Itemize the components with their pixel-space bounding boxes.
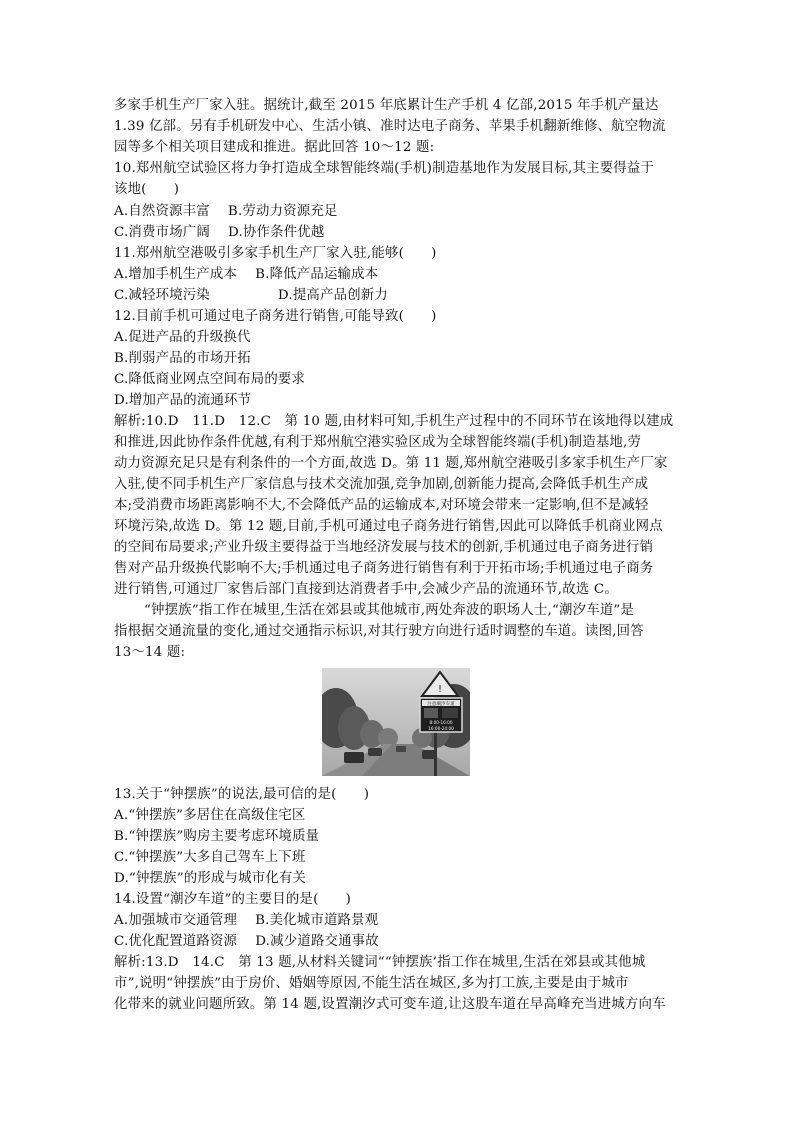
analysis-line: 本;受消费市场距离影响不大,不会降低产品的运输成本,对环境会带来一定影响,但不是减轻 [114,498,649,513]
question-14: 14.设置“潮汐车道”的主要目的是( ) [114,892,352,907]
analysis-line: 进行销售,可通过厂家售后部门直接到达消费者手中,会减少产品的流通环节,故选 C。 [114,582,618,597]
passage-line: “钟摆族”指工作在城里,生活在郊县或其他城市,两处奔波的职场人士,“潮汐车道”是 [144,603,635,618]
option-line: A.“钟摆族”多居住在高级住宅区 [114,808,306,823]
option-line: C.降低商业网点空间布局的要求 [114,372,306,387]
option-line: A.促进产品的升级换代 [114,330,251,345]
analysis-line: 环境污染,故选 D。第 12 题,目前,手机可通过电子商务进行销售,因此可以降低手机商业网点 [114,519,663,534]
option-line: B.削弱产品的市场开拓 [114,351,251,366]
passage-line: 13～14 题: [114,645,186,660]
option-line: D.“钟摆族”的形成与城市化有关 [114,871,307,886]
analysis-line: 售对产品升级换代影响不大;手机通过电子商务进行销售有利于开拓市场;手机通过电子商务 [114,561,654,576]
text-line: 该地( ) [114,182,180,197]
text-line: 多家手机生产厂家入驻。据统计,截至 2015 年底累计生产手机 4 亿部,2015 年手机产量达 [114,98,659,113]
sign-title: 注意潮汐车道 [427,702,455,707]
option-line: C.优化配置道路资源 D.减少道路交通事故 [114,934,379,949]
sign-time-2: 16:00-24:00 [428,726,454,731]
analysis-line: 化带来的就业问题所致。第 14 题,设置潮汐式可变车道,让这股车道在早高峰充当进城方向车 [114,997,666,1012]
analysis-line: 的空间布局要求;产业升级主要得益于当地经济发展与技术的创新,手机通过电子商务进行销 [114,540,654,555]
analysis-line: 和推进,因此协作条件优越,有利于郑州航空港实验区成为全球智能终端(手机)制造基地,劳 [114,435,642,450]
analysis-line: 入驻,使不同手机生产厂家信息与技术交流加强,竞争加剧,创新能力提高,会降低手机生产成 [114,477,649,492]
street-scene-image [322,668,470,776]
option-line: C.减轻环境污染 D.提高产品创新力 [114,288,388,303]
analysis-line: 解析:10.D 11.D 12.C 第 10 题,由材料可知,手机生产过程中的不同环节在该地得以建成 [114,414,674,429]
option-line: B.“钟摆族”购房主要考虑环境质量 [114,829,320,844]
option-line: A.增加手机生产成本 B.降低产品运输成本 [114,267,379,282]
text-line: 1.39 亿部。另有手机研发中心、生活小镇、准时达电子商务、苹果手机翻新维修、航空物流 [114,119,666,134]
passage-line: 指根据交通流量的变化,通过交通指示标识,对其行驶方向进行适时调整的车道。读图,回答 [114,624,644,639]
sign-time-1: 8:00-16:00 [429,720,453,725]
question-13: 13.关于“钟摆族”的说法,最可信的是( ) [114,787,370,802]
analysis-line: 动力资源充足只是有利条件的一个方面,故选 D。第 11 题,郑州航空港吸引多家手机生产厂家 [114,456,668,471]
svg-text:!: ! [437,684,443,695]
tidal-lane-photo [322,668,470,776]
analysis-line: 市”,说明“钟摆族”由于房价、婚姻等原因,不能生活在城区,多为打工族,主要是由于城市 [114,976,629,991]
question-11: 11.郑州航空港吸引多家手机生产厂家入驻,能够( ) [114,246,437,261]
option-line: A.自然资源丰富 B.劳动力资源充足 [114,204,338,219]
text-line: 园等多个相关项目建成和推进。据此回答 10～12 题: [114,140,435,155]
option-line: A.加强城市交通管理 B.美化城市道路景观 [114,913,379,928]
option-line: C.消费市场广阔 D.协作条件优越 [114,225,325,240]
analysis-line: 解析:13.D 14.C 第 13 题,从材料关键词““钟摆族’指工作在城里,生活在郊县或其他城 [114,955,646,970]
option-line: D.增加产品的流通环节 [114,393,252,408]
question-12: 12.目前手机可通过电子商务进行销售,可能导致( ) [114,309,437,324]
option-line: C.“钟摆族”大多自己驾车上下班 [114,850,306,865]
question-10: 10.郑州航空试验区将力争打造成全球智能终端(手机)制造基地作为发展目标,其主要得益于 [114,161,655,176]
